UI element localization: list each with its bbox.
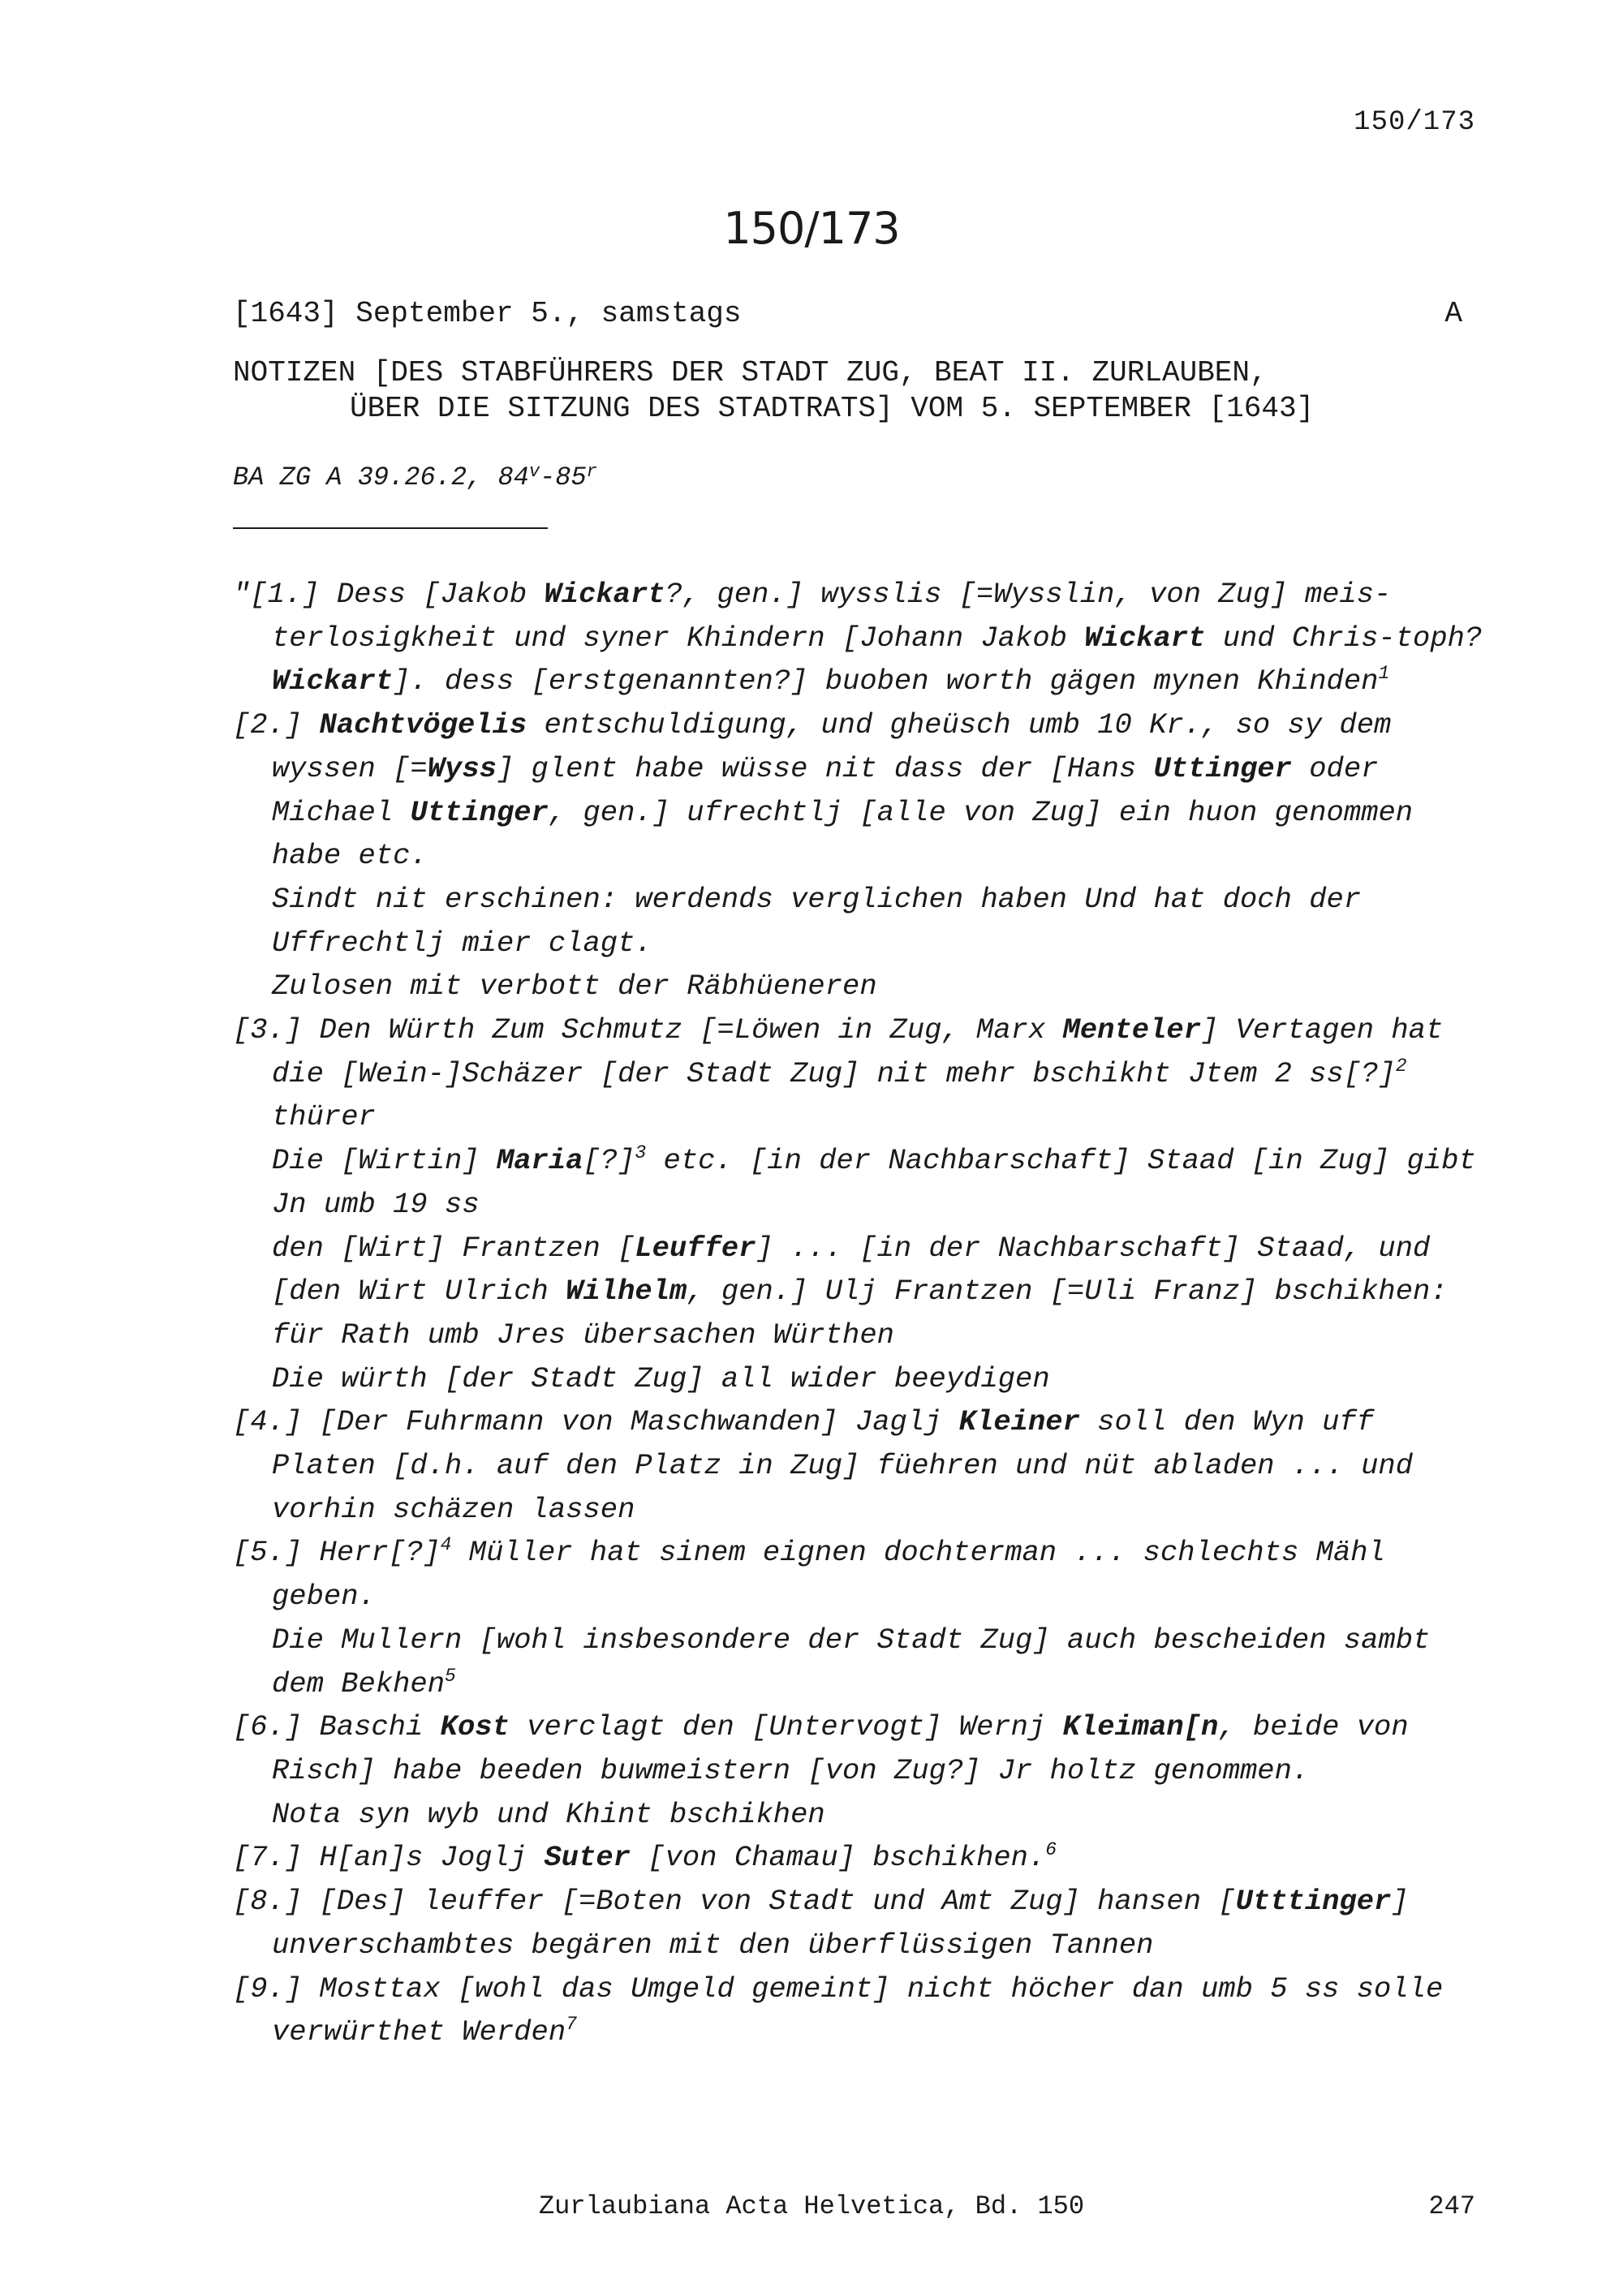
entry-3-note-2: den [Wirt] Frantzen [Leuffer] ... [in der Nachbarschaft] Staad, und [den Wirt Ulrich Wilhelm, gen.] Ulj Frantzen [=Uli Franz] bschikhen: für Rath umb Jres übersachen Würthen xyxy=(272,1231,1448,1352)
entry-3-note-3: Die würth [der Stadt Zug] all wider beeydigen xyxy=(272,1361,1050,1395)
entry-4: [4.] [Der Fuhrmann von Maschwanden] Jaglj Kleiner soll den Wyn uff Platen [d.h. auf den Platz in Zug] füehren und nüt abladen ... und vorhin schäzen lassen xyxy=(233,1405,1414,1526)
entry-2: [2.] Nachtvögelis entschuldigung, und gheüsch umb 10 Kr., so sy dem wyssen [=Wyss] glent habe wüsse nit dass der [Hans Uttinger oder Michael Uttinger, gen.] ufrechtlj [alle von Zug] ein huon genommen habe etc. xyxy=(233,708,1414,873)
source-folio-verso: v xyxy=(528,462,540,482)
footnote-marker: 7 xyxy=(566,2014,577,2036)
entry-7: [7.] H[an]s Joglj Suter [von Chamau] bschikhen.$^6$ xyxy=(233,1839,1057,1875)
entry-6: [6.] Baschi Kost verclagt den [Untervogt] Wernj Kleiman[n, beide von Risch] habe beeden buwmeistern [von Zug?] Jr holtz genommen. xyxy=(233,1710,1409,1787)
entry-1: "[1.] Dess [Jakob Wickart?, gen.] wysslis [=Wysslin, von Zug] meis-terlosigkheit und syner Khindern [Johann Jakob Wickart und Chris-toph? Wickart]. dess [erstgenannten?] buoben worth gägen mynen Khinden$^1$ xyxy=(233,578,1483,699)
person-name: Menteler xyxy=(1062,1013,1202,1047)
person-name: Uttinger xyxy=(410,795,549,829)
source-signature: BA ZG A 39.26.2, 84 xyxy=(233,462,529,492)
source-folio-recto: r xyxy=(586,462,597,482)
person-name: Suter xyxy=(544,1841,631,1875)
person-name: Uttinger xyxy=(1153,751,1292,785)
person-name: Maria xyxy=(496,1144,583,1178)
entry-2-note-1: Sindt nit erschinen: werdends verglichen haben Und hat doch der Uffrechtlj mier clagt. xyxy=(272,882,1362,960)
entry-5-note: Die Mullern [wohl insbesondere der Stadt Zug] auch bescheiden sambt dem Bekhen$^5$ xyxy=(272,1623,1431,1701)
entry-6-note: Nota syn wyb und Khint bschikhen xyxy=(272,1797,825,1831)
person-name: Kost xyxy=(440,1710,510,1744)
heading-line-1: NOTIZEN [DES STABFÜHRERS DER STADT ZUG, BEAT II. ZURLAUBEN, xyxy=(233,356,1268,389)
footer-publication: Zurlaubiana Acta Helvetica, Bd. 150 xyxy=(538,2191,1085,2221)
footnote-marker: 6 xyxy=(1045,1839,1057,1861)
person-name: Kleiner xyxy=(958,1405,1080,1439)
entry-9: [9.] Mosttax [wohl das Umgeld gemeint] nicht höcher dan umb 5 ss solle verwürthet Werden$^7$ xyxy=(233,1971,1444,2049)
heading-line-2: ÜBER DIE SITZUNG DES STADTRATS] VOM 5. SEPTEMBER [1643] xyxy=(350,392,1315,425)
footer-page-number: 247 xyxy=(1428,2191,1475,2221)
entry-3: [3.] Den Würth Zum Schmutz [=Löwen in Zug, Marx Menteler] Vertagen hat die [Wein-]Schäzer [der Stadt Zug] nit mehr bschikht Jtem 2 ss[?]$^2$ thürer xyxy=(233,1013,1444,1134)
entry-3-note-1: Die [Wirtin] Maria[?]$^3$ etc. [in der Nachbarschaft] Staad [in Zug] gibt Jn umb 19 ss xyxy=(272,1142,1476,1221)
person-name: Wyss xyxy=(427,751,497,785)
document-date: [1643] September 5., samstags xyxy=(233,297,742,330)
person-name: Wickart xyxy=(544,578,665,611)
running-header-doc-number: 150/173 xyxy=(1354,107,1475,138)
document-title: 150/173 xyxy=(723,203,900,254)
document-heading xyxy=(233,355,1450,427)
section-divider xyxy=(233,527,548,529)
footnote-marker: 3 xyxy=(635,1142,647,1164)
person-name: Wickart xyxy=(272,664,394,699)
entry-2-note-2: Zulosen mit verbott der Räbhüeneren xyxy=(272,970,877,1004)
person-name: Wilhelm xyxy=(566,1275,687,1309)
person-name: Leuffer xyxy=(635,1231,756,1265)
entry-8: [8.] [Des] leuffer [=Boten von Stadt und Amt Zug] hansen [Utttinger] unverschambtes begären mit den überflüssigen Tannen xyxy=(233,1885,1409,1962)
person-name: Utttinger xyxy=(1235,1885,1392,1919)
document-type-tag: A xyxy=(1444,297,1462,330)
footnote-marker: 4 xyxy=(440,1534,452,1556)
footnote-marker: 1 xyxy=(1378,663,1390,685)
archive-source xyxy=(233,462,597,492)
person-name: Wickart xyxy=(1084,621,1206,655)
footnote-marker: 2 xyxy=(1395,1055,1407,1077)
entry-5: [5.] Herr[?]$^4$ Müller hat sinem eignen dochterman ... schlechts Mähl geben. xyxy=(233,1534,1385,1614)
person-name: Nachtvögelis xyxy=(319,708,527,742)
person-name: Kleiman[n xyxy=(1062,1710,1219,1744)
footnote-marker: 5 xyxy=(445,1665,456,1687)
transcription-body xyxy=(233,573,1491,2054)
source-range: -85 xyxy=(540,462,587,492)
